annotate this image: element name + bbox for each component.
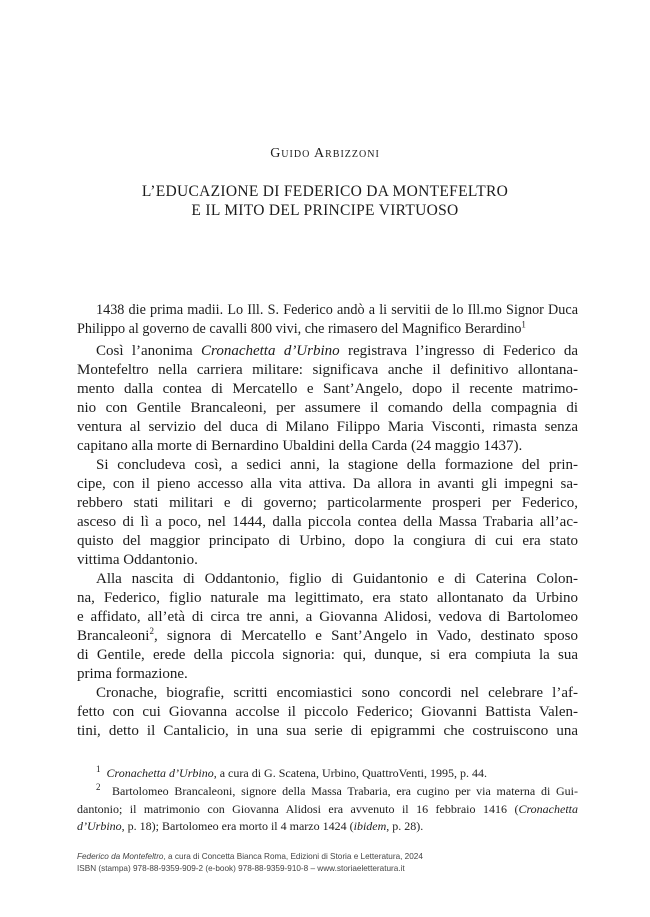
- epigraph: [77, 301, 578, 339]
- footnote-2: $^2$ Bartolomeo Brancaleoni, signore della Massa Trabaria, era cugino per via materna di Gui- dantonio; il matrimonio con Giovanna Alidosi era avvenuto il 16 febbraio 1416 (Cronachetta d’Urbino, p. 18); Bartolomeo era morto il 4 marzo 1424 (ibidem, p. 28).: [77, 782, 579, 833]
- footnote-ref: 1: [521, 319, 526, 330]
- chapter-title: [0, 182, 650, 220]
- text-line: quisto del maggior principato di Urbino, dopo la congiura di cui era stato: [77, 533, 578, 549]
- text-line: cipe, con il pieno accesso alla vita attiva. Da allora in avanti gli impegni sa-: [77, 476, 578, 492]
- text-line: ventura al servizio del duca di Milano Filippo Maria Visconti, rimasta senza: [77, 419, 578, 435]
- text-line: asceso di lì a poco, nel 1444, dalla piccola contea della Massa Trabaria all’ac-: [77, 514, 578, 530]
- chapter-title-line-2: E IL MITO DEL PRINCIPE VIRTUOSO: [191, 202, 459, 219]
- text-line: prima formazione.: [77, 666, 188, 682]
- footer-citation: Federico da Montefeltro, a cura di Concetta Bianca Roma, Edizioni di Storia e Letteratura, 2024: [77, 852, 423, 861]
- text-line: vittima Oddantonio.: [77, 552, 198, 568]
- epigraph-line: 1438 die prima madii. Lo Ill. S. Federico andò a li servitii de lo Ill.mo Signor Duca: [96, 302, 578, 318]
- work-title: Cronachetta d’Urbino: [201, 343, 340, 359]
- main-text: [77, 342, 578, 741]
- text-line: e affidato, all’età di circa tre anni, a Giovanna Alidosi, vedova di Bartolomeo: [77, 609, 578, 625]
- text-line: Si concludeva così, a sedici anni, la stagione della formazione del prin-: [96, 457, 578, 473]
- footnote-ref: 2: [149, 626, 154, 636]
- text-line: Cronache, biografie, scritti encomiastici sono concordi nel celebrare l’af-: [96, 685, 578, 701]
- text-line: mento dalla contea di Mercatello e Sant’Angelo, dopo il recente matrimo-: [77, 381, 578, 397]
- text-line: Alla nascita di Oddantonio, figlio di Guidantonio e di Caterina Colon-: [96, 571, 578, 587]
- footer-isbn: ISBN (stampa) 978-88-9359-909-2 (e-book) 978-88-9359-910-8 – www.storiaeletteratura.it: [77, 864, 405, 873]
- footnote-number: 2: [96, 782, 101, 792]
- footnote-number: 1: [96, 764, 101, 774]
- author-name: Guido Arbizzoni: [270, 146, 380, 161]
- text-line: fetto con cui Giovanna accolse il piccolo Federico; Giovanni Battista Valen-: [77, 704, 578, 720]
- footnote-1: $^1$ Cronachetta d’Urbino, a cura di G. Scatena, Urbino, QuattroVenti, 1995, p. 44.: [96, 764, 487, 780]
- text-line: Brancaleoni$^2$, signora di Mercatello e Sant’Angelo in Vado, destinato sposo: [77, 626, 578, 644]
- text-line: na, Federico, figlio naturale ma legittimato, era stato allontanato da Urbino: [77, 590, 578, 606]
- text-line: Montefeltro nella carriera militare: significava anche il definitivo allontana-: [77, 362, 578, 378]
- publication-footer: [77, 851, 587, 875]
- epigraph-line: Philippo al governo de cavalli 800 vivi, che rimasero del Magnifico Berardino$^1$: [77, 319, 526, 337]
- text-line: nio con Gentile Brancaleoni, per assumere il comando della compagnia di: [77, 400, 578, 416]
- chapter-title-line-1: L’EDUCAZIONE DI FEDERICO DA MONTEFELTRO: [141, 183, 509, 200]
- text-line: tini, detto il Cantalicio, in una sua serie di epigrammi che costruiscono una: [77, 723, 578, 739]
- text-line: Così l’anonima Cronachetta d’Urbino registrava l’ingresso di Federico da: [96, 343, 578, 359]
- text-line: di Gentile, erede della piccola signoria: qui, dunque, si era compiuta la sua: [77, 647, 578, 663]
- text-line: capitano alla morte di Bernardino Ubaldini della Carda (24 maggio 1437).: [77, 438, 523, 454]
- text-line: rebbero stati militari e di governo; particolarmente prosperi per Federico,: [77, 495, 578, 511]
